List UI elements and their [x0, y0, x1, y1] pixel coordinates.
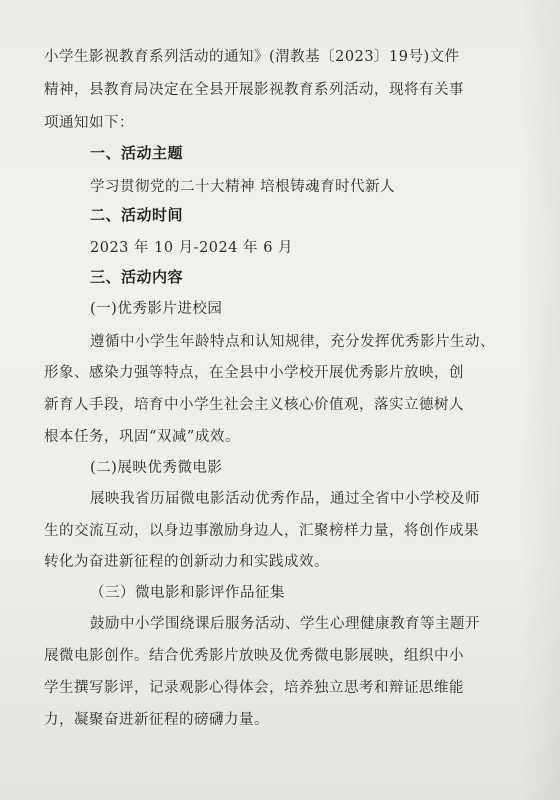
section-3-heading: 三、活动内容 [90, 268, 184, 286]
subsection-1-line-3: 新育人手段，培育中小学生社会主义核心价值观，落实立德树人 [44, 397, 464, 413]
subsection-1-line-1: 遵循中小学生年龄特点和认知规律，充分发挥优秀影片生动、 [90, 334, 495, 350]
intro-line-2: 精神，县教育局决定在全县开展影视教育系列活动，现将有关事 [44, 82, 464, 98]
intro-line-3: 项通知如下： [44, 115, 134, 131]
subsection-1-line-2: 形象、感染力强等特点，在全县中小学校开展优秀影片放映，创 [44, 365, 464, 381]
subsection-2-line-2: 生的交流互动，以身边事激励身边人，汇聚榜样力量，将创作成果 [44, 523, 479, 539]
intro-line-1: 小学生影视教育系列活动的通知》(渭教基〔2023〕19号)文件 [44, 49, 460, 65]
subsection-2-line-1: 展映我省历届微电影活动优秀作品，通过全省中小学校及师 [90, 491, 480, 507]
subsection-1-line-4: 根本任务，巩固“双减”成效。 [44, 429, 240, 445]
subsection-3-line-2: 展微电影创作。结合优秀影片放映及优秀微电影展映，组织中小 [44, 648, 464, 664]
subsection-3-line-1: 鼓励中小学围绕课后服务活动、学生心理健康教育等主题开 [90, 616, 480, 632]
section-2-heading: 二、活动时间 [90, 206, 184, 224]
subsection-2-line-3: 转化为奋进新征程的创新动力和实践成效。 [44, 554, 329, 570]
subsection-3-title: （三）微电影和影评作品征集 [90, 585, 285, 601]
page-edge-shadow [520, 0, 560, 800]
subsection-1-title: (一)优秀影片进校园 [90, 301, 223, 317]
section-1-text: 学习贯彻党的二十大精神 培根铸魂育时代新人 [90, 179, 396, 195]
section-2-text: 2023 年 10 月-2024 年 6 月 [90, 240, 294, 256]
subsection-3-line-4: 力，凝聚奋进新征程的磅礴力量。 [44, 712, 269, 728]
subsection-2-title: (二)展映优秀微电影 [90, 460, 223, 476]
section-1-heading: 一、活动主题 [90, 144, 184, 162]
subsection-3-line-3: 学生撰写影评，记录观影心得体会，培养独立思考和辩证思维能 [44, 680, 464, 696]
